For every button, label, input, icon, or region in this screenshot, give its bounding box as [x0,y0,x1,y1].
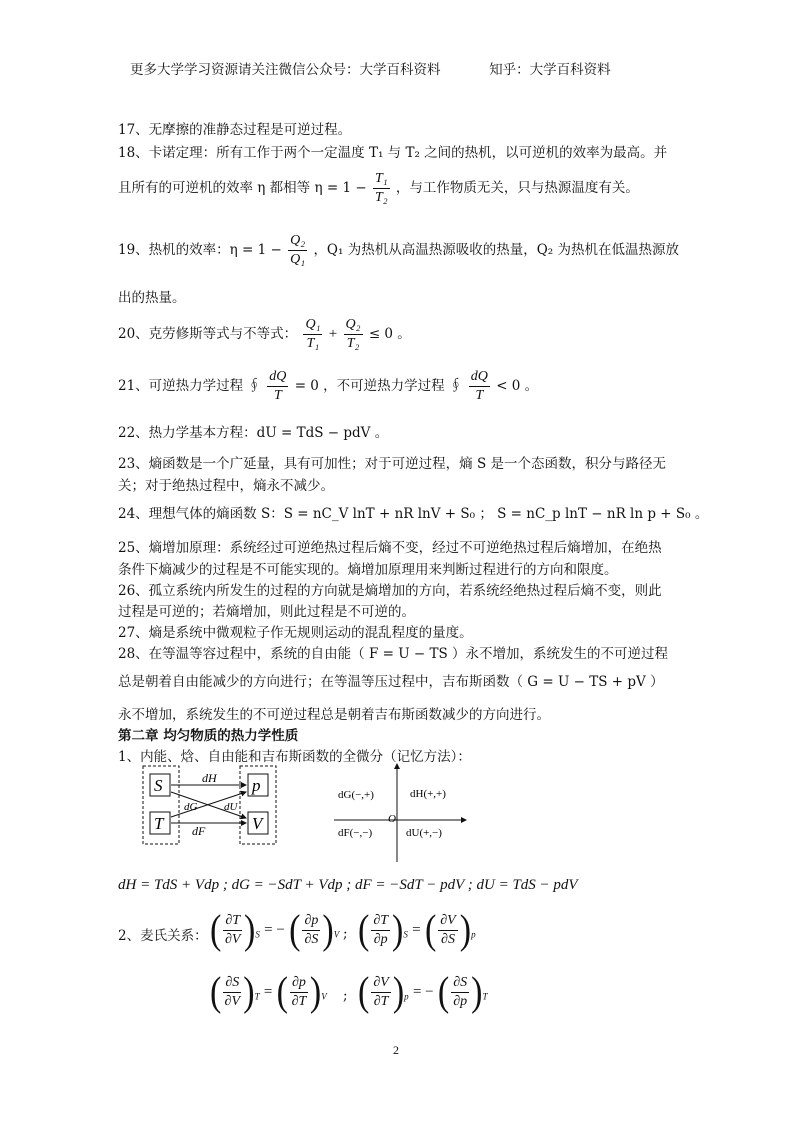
header-right: 知乎：大学百科资料 [489,62,611,78]
maxwell-relation-3: ( $\frac{\partial S}{\partial V}$ )$_T$ = ( $\frac{\partial p}{\partial T}$ )$_V$ [210,969,327,1015]
item-27: 27、熵是系统中微观粒子作无规则运动的混乱程度的量度。 [118,625,473,641]
label-df: dF [192,824,206,838]
item-26-line2: 过程是可逆的；若熵增加，则此过程是不可逆的。 [118,604,415,620]
page-number: 2 [393,1043,399,1057]
quadrant-dh: dH(+,+) [410,788,446,800]
item-21: 21、可逆热力学过程 ∮ $\frac{dQ}{T}$ = 0 ，不可逆热力学过程 ∮ $\frac{dQ}{T}$ < 0 。 [118,369,539,403]
label-v: V [252,814,263,833]
item-28-line2: 总是朝着自由能减少的方向进行；在等温等压过程中，吉布斯函数（ G = U − TS + pV ） [118,674,664,690]
item-24: 24、理想气体的熵函数 S：S = nC_V lnT + nR lnV + S₀ ； S = nC_p lnT − nR ln p + S₀ 。 [118,506,709,522]
fraction-dq-t-1: $\frac{dQ}{T}$ [269,369,287,403]
item-20: 20、克劳修斯等式与不等式： $\frac{\text{Q₁}}{\text{T₁}}$ + $\frac{\text{Q₂}}{\text{T₂}}$ ≤ 0 。 [118,317,411,351]
label-dh: dH [202,771,217,785]
item-17: 17、无摩擦的准静态过程是可逆过程。 [118,122,352,138]
item-19-line2: 出的热量。 [118,290,186,306]
fraction-q2-q1: $\frac{\text{Q₂}}{\text{Q₁}}$ [290,233,306,267]
quadrant-diagram [330,760,470,866]
fraction-t1-t2: $\frac{\text{T₁}}{\text{T₂}}$ [374,171,388,205]
item-18-line1: 18、卡诺定理：所有工作于两个一定温度 T₁ 与 T₂ 之间的热机，以可逆机的效率为最高。并 [118,145,668,161]
item-25-line1: 25、熵增加原理：系统经过可逆绝热过程后熵不变，经过不可逆绝热过程后熵增加，在绝热 [118,540,662,556]
item-25-line2: 条件下熵减少的过程是不可能实现的。熵增加原理用来判断过程进行的方向和限度。 [118,562,618,578]
maxwell-row-1 [118,924,208,944]
label-p: p [252,776,261,795]
maxwell-sep-1: ; [343,926,348,942]
item-26-line1: 26、孤立系统内所发生的过程的方向就是熵增加的方向，若系统经绝热过程后熵不变，则此 [118,583,662,599]
origin-label: O [388,813,396,825]
maxwell-relation-1: ( $\frac{\partial T}{\partial V}$ )$_S$ = − ( $\frac{\partial p}{\partial S}$ )$_V$ [210,907,340,953]
quadrant-df: dF(−,−) [338,827,373,839]
item-19-line1: 19、热机的效率：η = 1 − $\frac{\text{Q₂}}{\text{Q₁}}$ ，Q₁ 为热机从高温热源吸收的热量，Q₂ 为热机在低温热源放 [118,233,679,267]
fraction-dq-t-2: $\frac{dQ}{T}$ [470,369,488,403]
label-t: T [154,814,164,833]
quadrant-du: dU(+,−) [406,827,442,839]
mnemonic-diagram [140,762,280,846]
item-28-line1: 28、在等温等容过程中，系统的自由能（ F = U − TS ）永不增加，系统发生的不可逆过程 [118,646,669,662]
label-du: dU [224,801,238,813]
label-dg: dG [184,801,198,813]
item-23-line2: 关；对于绝热过程中，熵永不减少。 [118,478,334,494]
item-28-line3: 永不增加，系统发生的不可逆过程总是朝着吉布斯函数减少的方向进行。 [118,707,550,723]
quadrant-dg: dG(−,+) [338,789,374,801]
item-22: 22、热力学基本方程：dU = TdS − pdV 。 [118,425,389,441]
differentials-line: dH = TdS + Vdp ; dG = −SdT + Vdp ; dF = −SdT − pdV ; dU = TdS − pdV [118,877,578,893]
fraction-q2-t2: $\frac{\text{Q₂}}{\text{T₂}}$ [345,317,361,351]
label-s: S [154,776,163,795]
section-1-title: 1、内能、焓、自由能和吉布斯函数的全微分（记忆方法）： [118,749,471,765]
item-18-line2: 且所有的可逆机的效率 η 都相等 η = 1 − $\frac{\text{T₁}}{\text{T₂}}$ ，与工作物质无关，只与热源温度有关。 [118,171,639,205]
maxwell-relation-2: ( $\frac{\partial T}{\partial p}$ )$_S$ = ( $\frac{\partial V}{\partial S}$ )$_p$ [358,907,476,953]
item-23-line1: 23、熵函数是一个广延量，具有可加性；对于可逆过程，熵 S 是一个态函数，积分与路径无 [118,456,667,472]
maxwell-sep-2: ; [343,988,348,1004]
fraction-q1-t1: $\frac{\text{Q₁}}{\text{T₁}}$ [305,317,321,351]
section-2-title: 2、麦氏关系： [118,928,208,944]
chapter-title: 第二章 均匀物质的热力学性质 [118,728,299,744]
page-header [130,58,611,78]
header-left: 更多大学学习资源请关注微信公众号：大学百科资料 [130,62,441,78]
maxwell-relation-4: ( $\frac{\partial V}{\partial T}$ )$_p$ = − ( $\frac{\partial S}{\partial p}$ )$_T$ [358,969,488,1015]
